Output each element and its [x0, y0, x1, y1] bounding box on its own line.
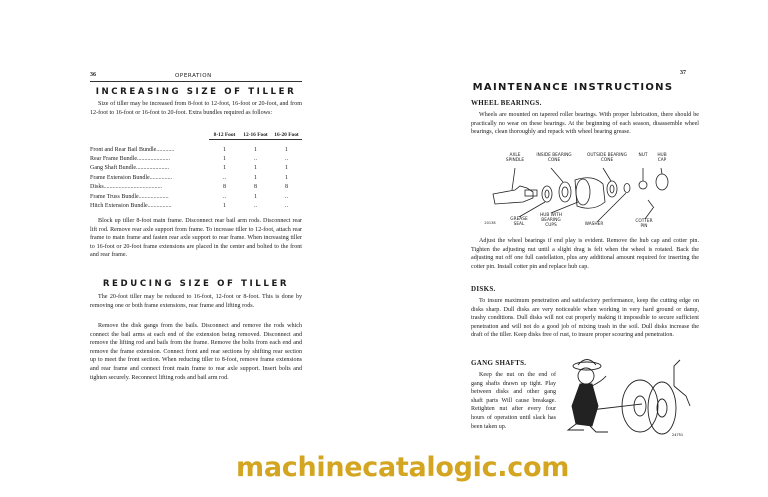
wheel-bearings-heading: WHEEL BEARINGS. — [471, 99, 542, 107]
cell: .. — [285, 156, 288, 163]
adjust-paragraph: Adjust the wheel bearings if end play is evident. Remove the hub cap and cotter pin. Tighten the adjusting nut until a slight drag is felt when the wheel is rotated. Back the adjusting nut off one full castellation, plus any additional amount required for inserting the cotter pin. Install cotter pin and replace hub cap. — [471, 238, 699, 270]
cell: 1 — [285, 146, 288, 153]
cell: 1 — [223, 146, 226, 153]
cell: 8 — [223, 184, 226, 191]
label-hub: HUB WITH BEARING CUPS — [539, 213, 563, 228]
cell: .. — [254, 156, 257, 163]
cell: .. — [223, 193, 226, 200]
cell: Disks....................................... — [90, 184, 163, 191]
cell: Gang Shaft Bundle...................... — [90, 165, 169, 172]
increasing-paragraph: Block up tiller 8-foot main frame. Disconnect rear bail arm rods. Disconnect rear lift rod. Remove rear axle support from frame. To increase tiller to 12-foot, attach rear frame to main frame and fasten rear axle support to rear frame. When increasing tiller to 16-foot or 20-foot frame extensions are placed in the center and bolted to the front and rear frame. — [90, 218, 302, 259]
label-outside-cone: OUTSIDE BEARING CONE — [587, 153, 627, 163]
wheel-bearings-paragraph: Wheels are mounted on tapered roller bearings. With proper lubrication, there should be practically no wear on these bearings. At the beginning of each season, disassemble wheel bearings, clean thoroughly and repack with wheel bearing grease. — [471, 112, 699, 136]
wheel-bearing-diagram — [465, 142, 705, 234]
cell: .. — [285, 193, 288, 200]
disks-heading: DISKS. — [471, 285, 496, 293]
cell: 1 — [254, 174, 257, 181]
cell: Rear Frame Bundle...................... — [90, 156, 170, 163]
section-title-increasing: INCREASING SIZE OF TILLER — [95, 87, 297, 97]
cell: Hitch Extension Bundle................ — [90, 203, 172, 210]
label-grease-seal: GREASE SEAL — [510, 217, 528, 227]
mechanic-cartoon — [562, 356, 692, 438]
table-row — [90, 154, 302, 163]
label-hub-cap: HUB CAP — [657, 153, 667, 163]
page-number: 36 — [90, 72, 96, 78]
bundles-table — [90, 131, 302, 211]
table-row — [90, 145, 302, 154]
increasing-intro: Size of tiller may be increased from 8-foot to 12-foot, 16-foot or 20-foot, and from 12-foot to 16-foot or 16-foot to 20-foot. Extra bundles required as follows: — [90, 101, 302, 116]
figure-code: 20138 — [484, 221, 496, 225]
maintenance-title: MAINTENANCE INSTRUCTIONS — [472, 82, 674, 93]
label-axle-spindle: AXLE SPINDLE — [505, 153, 525, 163]
col-header: 12-16 Foot — [240, 131, 271, 140]
cell: .. — [285, 203, 288, 210]
cell: 1 — [254, 146, 257, 153]
col-header: 8-12 Foot — [209, 131, 240, 140]
table-row — [90, 183, 302, 192]
label-washer: WASHER — [584, 222, 604, 227]
cell: 1 — [223, 156, 226, 163]
cell: .. — [223, 174, 226, 181]
disks-paragraph: To insure maximum penetration and satisfactory performance, keep the cutting edge on disks sharp. Dull disks are very noticeable when working in very hard ground or damp, trashy conditions. Dull disks will not cut properly making it impossible to secure sufficient penetration and will not do a good job of mixing trash in the soil. Dull disks increase the draft of the tiller. Keep disks free of rust, to insure proper scouring and penetration. — [471, 298, 699, 339]
gang-shafts-paragraph: Keep the nut on the end of gang shafts drawn up tight. Play between disks and other gang shaft parts Will cause breakage. Retighten nut after every four hours of operation until slack has been taken up. — [471, 372, 556, 430]
table-row — [90, 192, 302, 201]
section-title-reducing: REDUCING SIZE OF TILLER — [102, 279, 290, 289]
col-header: 16-20 Foot — [271, 131, 302, 140]
cell: 8 — [254, 184, 257, 191]
cartoon-figure-code: 24751 — [672, 433, 684, 437]
cell: Frame Truss Bundle.................... — [90, 193, 169, 200]
bearing-parts-drawing — [465, 142, 705, 234]
label-cotter-pin: COTTER PIN — [635, 219, 653, 229]
table-row — [90, 173, 302, 182]
label-nut: NUT — [638, 153, 648, 158]
gang-shafts-heading: GANG SHAFTS. — [471, 359, 527, 367]
table-row — [90, 164, 302, 173]
cell: Frame Extension Bundle............... — [90, 174, 173, 181]
table-row — [90, 201, 302, 210]
cell: 1 — [285, 174, 288, 181]
running-head: OPERATION — [175, 73, 212, 79]
cell: 1 — [223, 165, 226, 172]
label-inside-cone: INSIDE BEARING CONE — [536, 153, 572, 163]
cell: 1 — [254, 193, 257, 200]
cell: 1 — [285, 165, 288, 172]
cell: 8 — [285, 184, 288, 191]
table-header-row — [90, 131, 302, 140]
cell: .. — [254, 203, 257, 210]
cell: 1 — [254, 165, 257, 172]
reducing-paragraph-2: Remove the disk gangs from the bails. Disconnect and remove the rods which connect the bail arms at each end of the extension being removed. Disconnect and remove the lifting rod and bails from the frame. Remove the bolts from each end and remove the frame extension. Connect front and rear sections by shifting rear section up to meet the front section. When reducing tiller to 8-foot, remove frame extensions and rear frame and connect front main frame to rear axle support. Insert bolts and tighten securely. Reconnect lifting rods and bail arm rod. — [90, 323, 302, 381]
header-rule — [90, 81, 302, 82]
reducing-paragraph-1: The 20-foot tiller may be reduced to 16-foot, 12-foot or 8-foot. This is done by removing one or both frame extensions, rear frame and lifting rods. — [90, 294, 302, 309]
watermark: machinecatalogic.com — [236, 452, 570, 483]
cartoon-drawing — [562, 356, 692, 438]
page-number: 37 — [680, 70, 686, 76]
cell: Front and Rear Bail Bundle............ — [90, 146, 175, 153]
cell: 1 — [223, 203, 226, 210]
